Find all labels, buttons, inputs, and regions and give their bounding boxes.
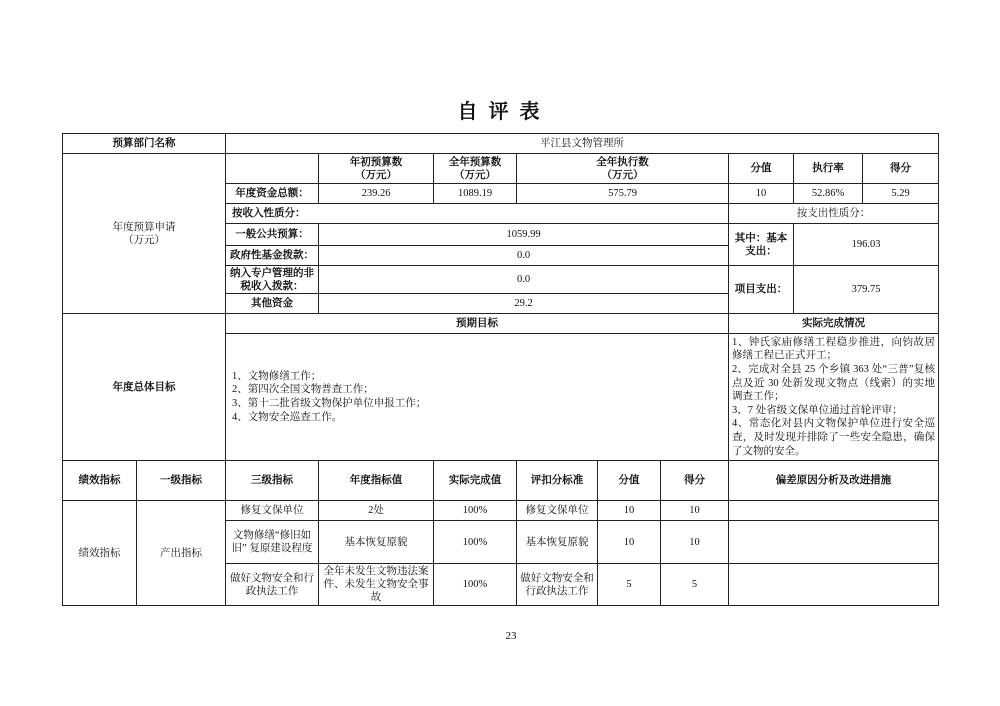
header-execution-rate: 执行率 <box>793 153 863 184</box>
table-row-level3: 文物修缮“修旧如旧” 复原建设程度 <box>225 520 319 564</box>
table-row-annual-target: 基本恢复原貌 <box>318 520 434 564</box>
budget-section-label: 年度预算申请 （万元） <box>62 153 226 314</box>
perf-header-actual-value: 实际完成值 <box>433 460 517 501</box>
list-item: 1、钟氏家庙修缮工程稳步推进，向钧故居修缮工程已正式开工； <box>732 336 935 362</box>
table-row-score-value: 5 <box>597 563 661 606</box>
income-general-value: 1059.99 <box>318 223 729 246</box>
table-row-actual-value: 100% <box>433 563 517 606</box>
list-item: 3、7 处省级文保单位通过首轮评审； <box>732 404 903 416</box>
list-item: 1、文物修缮工作； <box>232 370 322 382</box>
total-annual: 1089.19 <box>433 183 517 204</box>
table-row-score: 5 <box>660 563 729 606</box>
header-score: 得分 <box>862 153 939 184</box>
perf-level1-label: 产出指标 <box>136 500 226 606</box>
department-value: 平江县文物管理所 <box>225 133 939 154</box>
income-nontax-value: 0.0 <box>318 265 729 294</box>
document-title: 自 评 表 <box>457 101 543 123</box>
total-initial: 239.26 <box>318 183 434 204</box>
expense-type-label: 按支出性质分： <box>728 203 939 224</box>
table-row-deduction-standard: 做好文物安全和行政执法工作 <box>516 563 598 606</box>
table-row-level3: 修复文保单位 <box>225 500 319 521</box>
table-row-deviation <box>728 500 939 521</box>
goals-section-label: 年度总体目标 <box>62 313 226 461</box>
table-row-deduction-standard: 修复文保单位 <box>516 500 598 521</box>
total-score: 5.29 <box>862 183 939 204</box>
expense-project-label: 项目支出： <box>728 265 794 314</box>
perf-header-level1: 一级指标 <box>136 460 226 501</box>
table-row-deviation <box>728 563 939 606</box>
actual-results-list <box>728 333 939 461</box>
header-score-value: 分值 <box>728 153 794 184</box>
table-row-score-value: 10 <box>597 500 661 521</box>
list-item: 2、第四次全国文物普查工作； <box>232 384 374 396</box>
list-item: 4、常态化对县内文物保护单位进行安全巡查，及时发现并排除了一些安全隐患，确保了文物的安全。 <box>732 418 935 457</box>
perf-header-deviation: 偏差原因分析及改进措施 <box>728 460 939 501</box>
total-label: 年度资金总额： <box>225 183 319 204</box>
expense-project-value: 379.75 <box>793 265 939 314</box>
expense-basic-label: 其中：基本支出： <box>728 223 794 266</box>
total-executed: 575.79 <box>516 183 729 204</box>
income-other-value: 29.2 <box>318 293 729 314</box>
list-item: 4、文物安全巡查工作。 <box>232 411 343 423</box>
perf-header-score-value: 分值 <box>597 460 661 501</box>
table-row-score: 10 <box>660 500 729 521</box>
perf-header-level3: 三级指标 <box>225 460 319 501</box>
header-initial-budget: 年初预算数 （万元） <box>318 153 434 184</box>
income-fund-value: 0.0 <box>318 245 729 266</box>
actual-results-header: 实际完成情况 <box>728 313 939 334</box>
budget-header-blank <box>225 153 319 184</box>
perf-header-annual-target: 年度指标值 <box>318 460 434 501</box>
perf-header-score: 得分 <box>660 460 729 501</box>
table-row-actual-value: 100% <box>433 520 517 564</box>
list-item: 3、第十二批省级文物保护单位申报工作； <box>232 398 427 409</box>
perf-header-deduction-standard: 评扣分标准 <box>516 460 598 501</box>
expected-goals-header: 预期目标 <box>225 313 729 334</box>
department-label: 预算部门名称 <box>62 133 226 154</box>
expected-goals-list <box>225 333 729 461</box>
income-general-label: 一般公共预算： <box>225 223 319 246</box>
perf-header-indicator: 绩效指标 <box>62 460 137 501</box>
table-row-deduction-standard: 基本恢复原貌 <box>516 520 598 564</box>
table-row-annual-target: 全年未发生文物违法案件、未发生文物安全事故 <box>318 563 434 606</box>
income-nontax-label: 纳入专户管理的非税收入拨款： <box>225 265 319 294</box>
expense-basic-value: 196.03 <box>793 223 939 266</box>
page-number: 23 <box>505 630 517 642</box>
income-type-label: 按收入性质分： <box>225 203 729 224</box>
total-score-value: 10 <box>728 183 794 204</box>
table-row-deviation <box>728 520 939 564</box>
table-row-actual-value: 100% <box>433 500 517 521</box>
total-execution-rate: 52.86% <box>793 183 863 204</box>
income-fund-label: 政府性基金拨款： <box>225 245 319 266</box>
table-row-score-value: 10 <box>597 520 661 564</box>
list-item: 2、完成对全县 25 个乡镇 363 处“三普”复核点及近 30 处新发现文物点（线索）的实地调查工作； <box>732 364 935 403</box>
header-executed: 全年执行数 （万元） <box>516 153 729 184</box>
income-other-label: 其他资金 <box>225 293 319 314</box>
header-annual-budget: 全年预算数 （万元） <box>433 153 517 184</box>
perf-group-label: 绩效指标 <box>62 500 137 606</box>
table-row-level3: 做好文物安全和行政执法工作 <box>225 563 319 606</box>
table-row-annual-target: 2处 <box>318 500 434 521</box>
table-row-score: 10 <box>660 520 729 564</box>
